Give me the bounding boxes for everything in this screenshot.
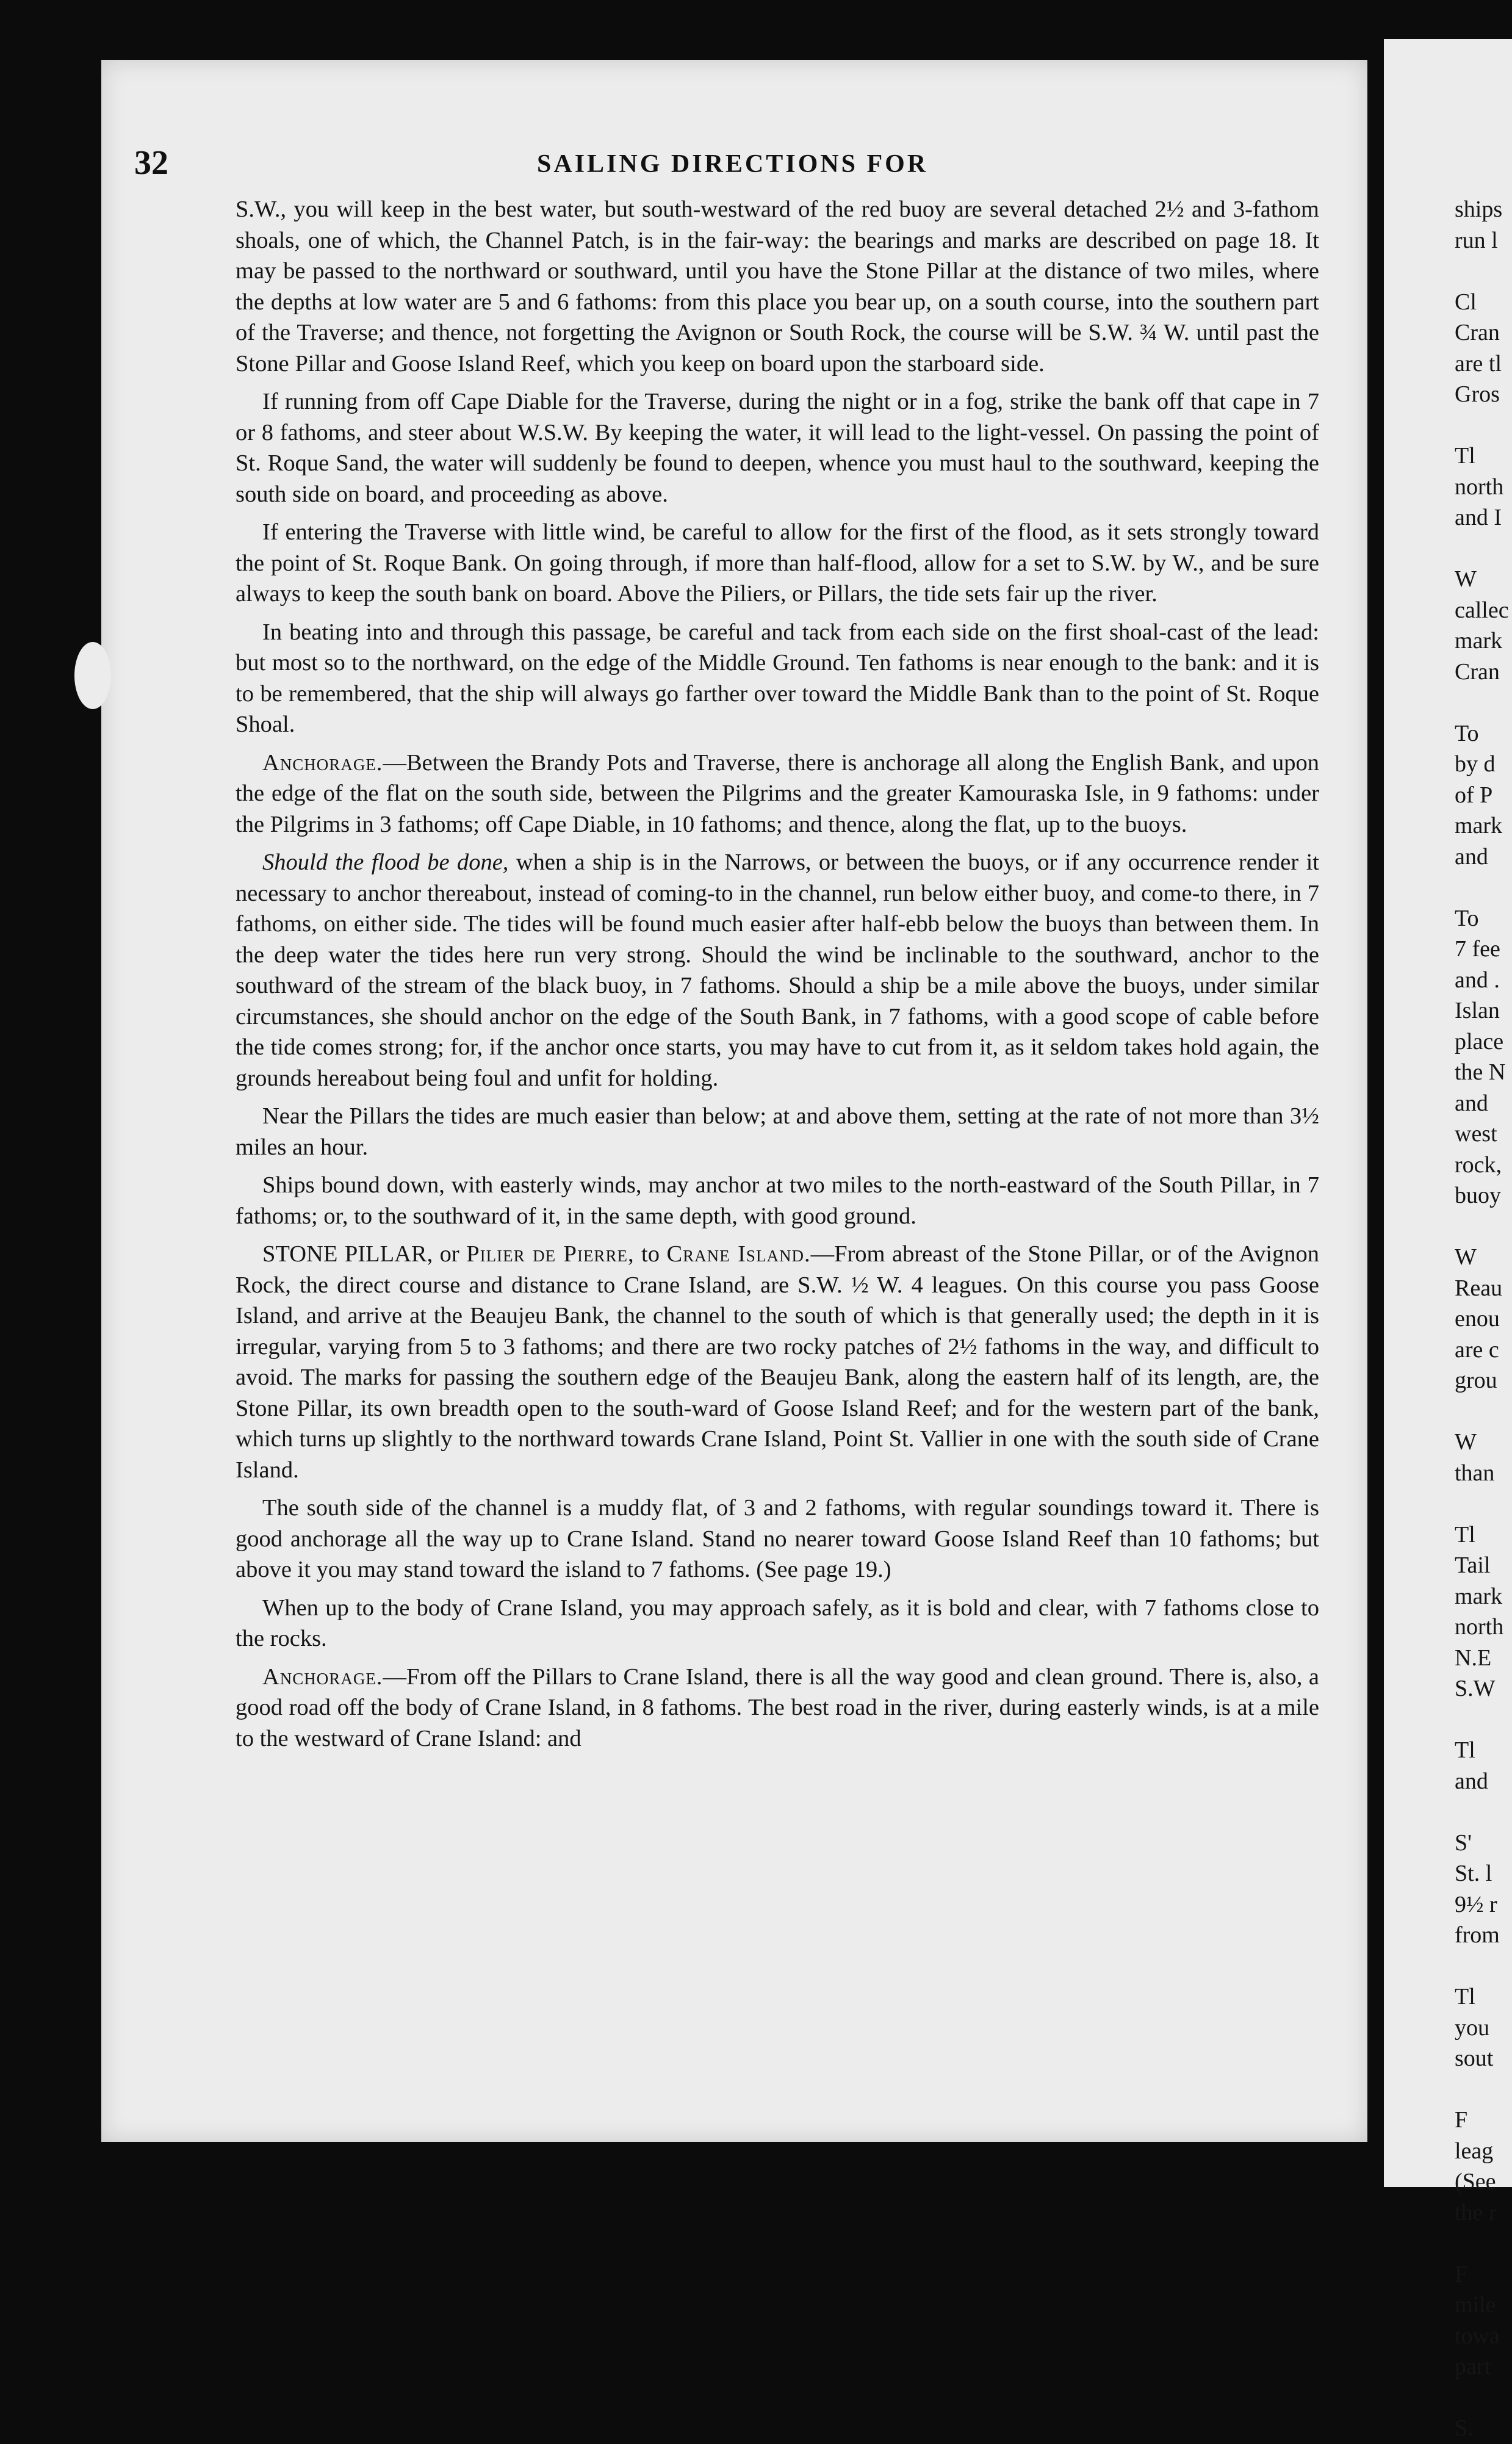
facing-line: Gros xyxy=(1455,381,1500,407)
facing-line: from xyxy=(1455,1922,1500,1948)
section-label: Anchorage. xyxy=(262,749,383,776)
anchorage-paragraph xyxy=(236,748,1319,840)
facing-line xyxy=(1455,872,1512,903)
facing-line: S' xyxy=(1455,1829,1472,1856)
facing-line: run l xyxy=(1455,227,1498,253)
paragraph-text: —From abreast of the Stone Pillar, or of the Avignon Rock, the direct course and distance to Crane Island, are S.W. ½ W. 4 leagues. On this course you pass Goose Island, and arrive at the Beaujeu Bank, the channel to the south of which is that generally used; the depth in it is irregular, varying from 5 to 3 fathoms; and there are two rocky patches of 2½ fathoms in the way, and difficult to avoid. The marks for passing the southern edge of the Beaujeu Bank, along the eastern half of its length, are, the Stone Pillar, its own breadth open to the south-ward of Goose Island Reef; and for the western part of the bank, which turns up slightly to the northward towards Crane Island, Point St. Vallier in one with the south side of Crane Island. xyxy=(236,1241,1319,1483)
paragraph-text: —From off the Pillars to Crane Island, there is all the way good and clean ground. There is, also, a good road off the body of Crane Island, in 8 fathoms. The best road in the river, during easterly winds, is at a mile to the westward of Crane Island: and xyxy=(236,1664,1319,1751)
facing-line xyxy=(1455,533,1512,564)
facing-line: buoy xyxy=(1455,1183,1501,1208)
facing-line: mile xyxy=(1455,2292,1496,2318)
facing-line xyxy=(1455,1704,1512,1736)
facing-line: of P xyxy=(1455,782,1493,808)
facing-line: 9½ r xyxy=(1455,1891,1497,1917)
facing-line: than xyxy=(1455,1460,1495,1486)
facing-line: part xyxy=(1455,2354,1491,2379)
facing-line xyxy=(1455,2074,1512,2105)
facing-line: Reau xyxy=(1455,1275,1503,1301)
page-number: 32 xyxy=(134,144,168,182)
flood-paragraph xyxy=(236,847,1319,1094)
paragraph: In beating into and through this passage, be careful and tack from each side on the first shoal-cast of the lead: but most so to the northward, on the edge of the Middle Ground. Ten fathoms is near enough to the bank: and it is to be remembered, that the ship will always go farther over toward the Middle Bank than to the point of St. Roque Shoal. xyxy=(236,619,1319,737)
french-name: Pilier de Pierre, xyxy=(466,1241,635,1267)
facing-line: Tl xyxy=(1455,1984,1475,2010)
facing-line: W xyxy=(1455,566,1477,592)
paragraph: If running from off Cape Diable for the Traverse, during the night or in a fog, strike the bank off that cape in 7 or 8 fathoms, and steer about W.S.W. By keeping the water, it will lead to the light-vessel. On passing the point of St. Roque Sand, the water will suddenly be found to deepen, whence you must haul to the southward, keeping the south side on board, and proceeding as above. xyxy=(236,389,1319,507)
facing-line: Cl xyxy=(1455,289,1477,315)
paragraph: Near the Pillars the tides are much easier than below; at and above them, setting at the rate of not more than 3½ miles an hour. xyxy=(236,1103,1319,1160)
paragraph-text: —Between the Brandy Pots and Traverse, there is anchorage all along the English Bank, and upon the edge of the flat on the south side, between the Pilgrims and the greater Kamouraska Isle, in 9 fathoms: under the Pilgrims in 3 fathoms; off Cape Diable, in 10 fathoms; and thence, along the flat, up to the buoys. xyxy=(236,749,1319,837)
facing-line: enou xyxy=(1455,1306,1500,1332)
facing-line xyxy=(1455,1211,1512,1242)
paragraph: The south side of the channel is a muddy flat, of 3 and 2 fathoms, with regular soundings toward it. There is good anchorage all the way up to Crane Island. Stand no nearer toward Goose Island Reef than 10 fathoms; but above it you may stand toward the island to 7 fathoms. (See page 19.) xyxy=(236,1495,1319,1582)
facing-line xyxy=(1455,410,1512,441)
facing-line: St. l xyxy=(1455,1861,1492,1886)
facing-line: you xyxy=(1455,2014,1489,2041)
paragraph-text: when a ship is in the Narrows, or between the buoys, or if any occurrence render it necessary to anchor thereabout, instead of coming-to in the channel, run below either buoy, and come-to there, in 7 fathoms, on either side. The tides will be found much easier after half-ebb below the buoys than between them. In the deep water the tides here run very strong. Should the wind be inclinable to the southward, anchor to the southward of the stream of the black buoy, in 7 fathoms. Should a ship be a mile above the buoys, under similar circumstances, she should anchor on the edge of the South Bank, in 7 fathoms, with a good scope of cable before the tide comes strong; for, if the anchor once starts, you may have to cut from it, as it seldom takes hold again, the grounds hereabout being foul and unfit for holding. xyxy=(236,849,1319,1091)
facing-line xyxy=(1455,687,1512,718)
facing-line: 7 fee xyxy=(1455,936,1500,962)
facing-line: the r xyxy=(1455,2199,1497,2226)
section-title: STONE PILLAR, xyxy=(262,1241,433,1267)
facing-line: To xyxy=(1455,720,1479,746)
main-text-column xyxy=(236,194,1319,1761)
facing-line: are c xyxy=(1455,1336,1499,1363)
facing-line: north xyxy=(1455,1614,1504,1640)
facing-line: by d xyxy=(1455,751,1496,777)
facing-line: Cran xyxy=(1455,320,1500,345)
italic-lead: Should the flood be done, xyxy=(262,849,509,875)
facing-line: S. xyxy=(1455,2415,1474,2441)
page-speck xyxy=(74,642,111,709)
facing-line: F xyxy=(1455,2107,1468,2133)
facing-line: Cran xyxy=(1455,658,1500,685)
facing-line: W xyxy=(1455,1429,1477,1455)
facing-line xyxy=(1455,256,1512,287)
connector: to xyxy=(634,1241,667,1267)
facing-line: towa xyxy=(1455,2323,1500,2349)
facing-line: the N xyxy=(1455,1059,1506,1085)
facing-line xyxy=(1455,1488,1512,1519)
facing-page-fragment xyxy=(1455,194,1512,2444)
facing-line: S.W xyxy=(1455,1676,1496,1701)
facing-line: sout xyxy=(1455,2046,1494,2071)
facing-line: and . xyxy=(1455,967,1500,993)
facing-line xyxy=(1455,2382,1512,2413)
paragraph: Ships bound down, with easterly winds, may anchor at two miles to the north-eastward of the South Pillar, in 7 fathoms; or, to the southward of it, in the same depth, with good ground. xyxy=(236,1172,1319,1229)
stone-pillar-paragraph xyxy=(236,1239,1319,1485)
paragraph: S.W., you will keep in the best water, but south-westward of the red buoy are several detached 2½ and 3-fathom shoals, one of which, the Channel Patch, is in the fair-way: the bearings and marks are described on page 18. It may be passed to the northward or southward, until you have the Stone Pillar at the distance of two miles, where the depths at low water are 5 and 6 fathoms: from this place you bear up, on a south course, into the southern part of the Traverse; and thence, not forgetting the Avignon or South Rock, the course will be S.W. ¾ W. until past the Stone Pillar and Goose Island Reef, which you keep on board upon the starboard side. xyxy=(236,196,1319,377)
paragraph: If entering the Traverse with little wind, be careful to allow for the first of the flood, as it sets strongly toward the point of St. Roque Bank. On going through, if more than half-flood, allow for a set to S.W. by W., and be sure always to keep the south bank on board. Above the Piliers, or Pillars, the tide sets fair up the river. xyxy=(236,519,1319,607)
paragraph: When up to the body of Crane Island, you may approach safely, as it is bold and clear, with 7 fathoms close to the rocks. xyxy=(236,1595,1319,1651)
facing-line: north xyxy=(1455,474,1504,500)
facing-line: and xyxy=(1455,1090,1488,1116)
facing-line: F xyxy=(1455,2261,1468,2287)
facing-line: and xyxy=(1455,1768,1488,1794)
facing-line: place xyxy=(1455,1028,1504,1054)
facing-line: west xyxy=(1455,1121,1497,1147)
facing-line: Islan xyxy=(1455,998,1500,1023)
facing-line: and xyxy=(1455,843,1488,870)
facing-line: To xyxy=(1455,905,1479,931)
facing-line: ships xyxy=(1455,196,1503,222)
facing-line: (See xyxy=(1455,2169,1496,2194)
facing-line: callec xyxy=(1455,597,1509,623)
page-header xyxy=(134,143,1324,192)
running-head: SAILING DIRECTIONS FOR xyxy=(537,150,929,178)
facing-line xyxy=(1455,1951,1512,1982)
facing-line xyxy=(1455,1797,1512,1828)
facing-line: Tail xyxy=(1455,1552,1491,1578)
facing-line: rock, xyxy=(1455,1152,1502,1178)
facing-line: mark xyxy=(1455,813,1503,838)
anchorage-paragraph xyxy=(236,1662,1319,1754)
facing-line: Tl xyxy=(1455,443,1475,469)
facing-line: mark xyxy=(1455,1583,1503,1609)
section-label: Anchorage. xyxy=(262,1664,383,1690)
facing-line: Tl xyxy=(1455,1521,1475,1548)
facing-line: leag xyxy=(1455,2138,1494,2164)
facing-line: N.E xyxy=(1455,1645,1492,1671)
destination: Crane Island. xyxy=(666,1241,811,1267)
connector: or xyxy=(433,1241,467,1267)
facing-line: and I xyxy=(1455,505,1502,530)
facing-line: are tl xyxy=(1455,350,1502,377)
facing-line: W xyxy=(1455,1244,1477,1270)
facing-line: Tl xyxy=(1455,1737,1475,1763)
facing-line xyxy=(1455,2228,1512,2259)
facing-line: mark xyxy=(1455,628,1503,654)
facing-line xyxy=(1455,1396,1512,1427)
facing-line: grou xyxy=(1455,1368,1497,1393)
